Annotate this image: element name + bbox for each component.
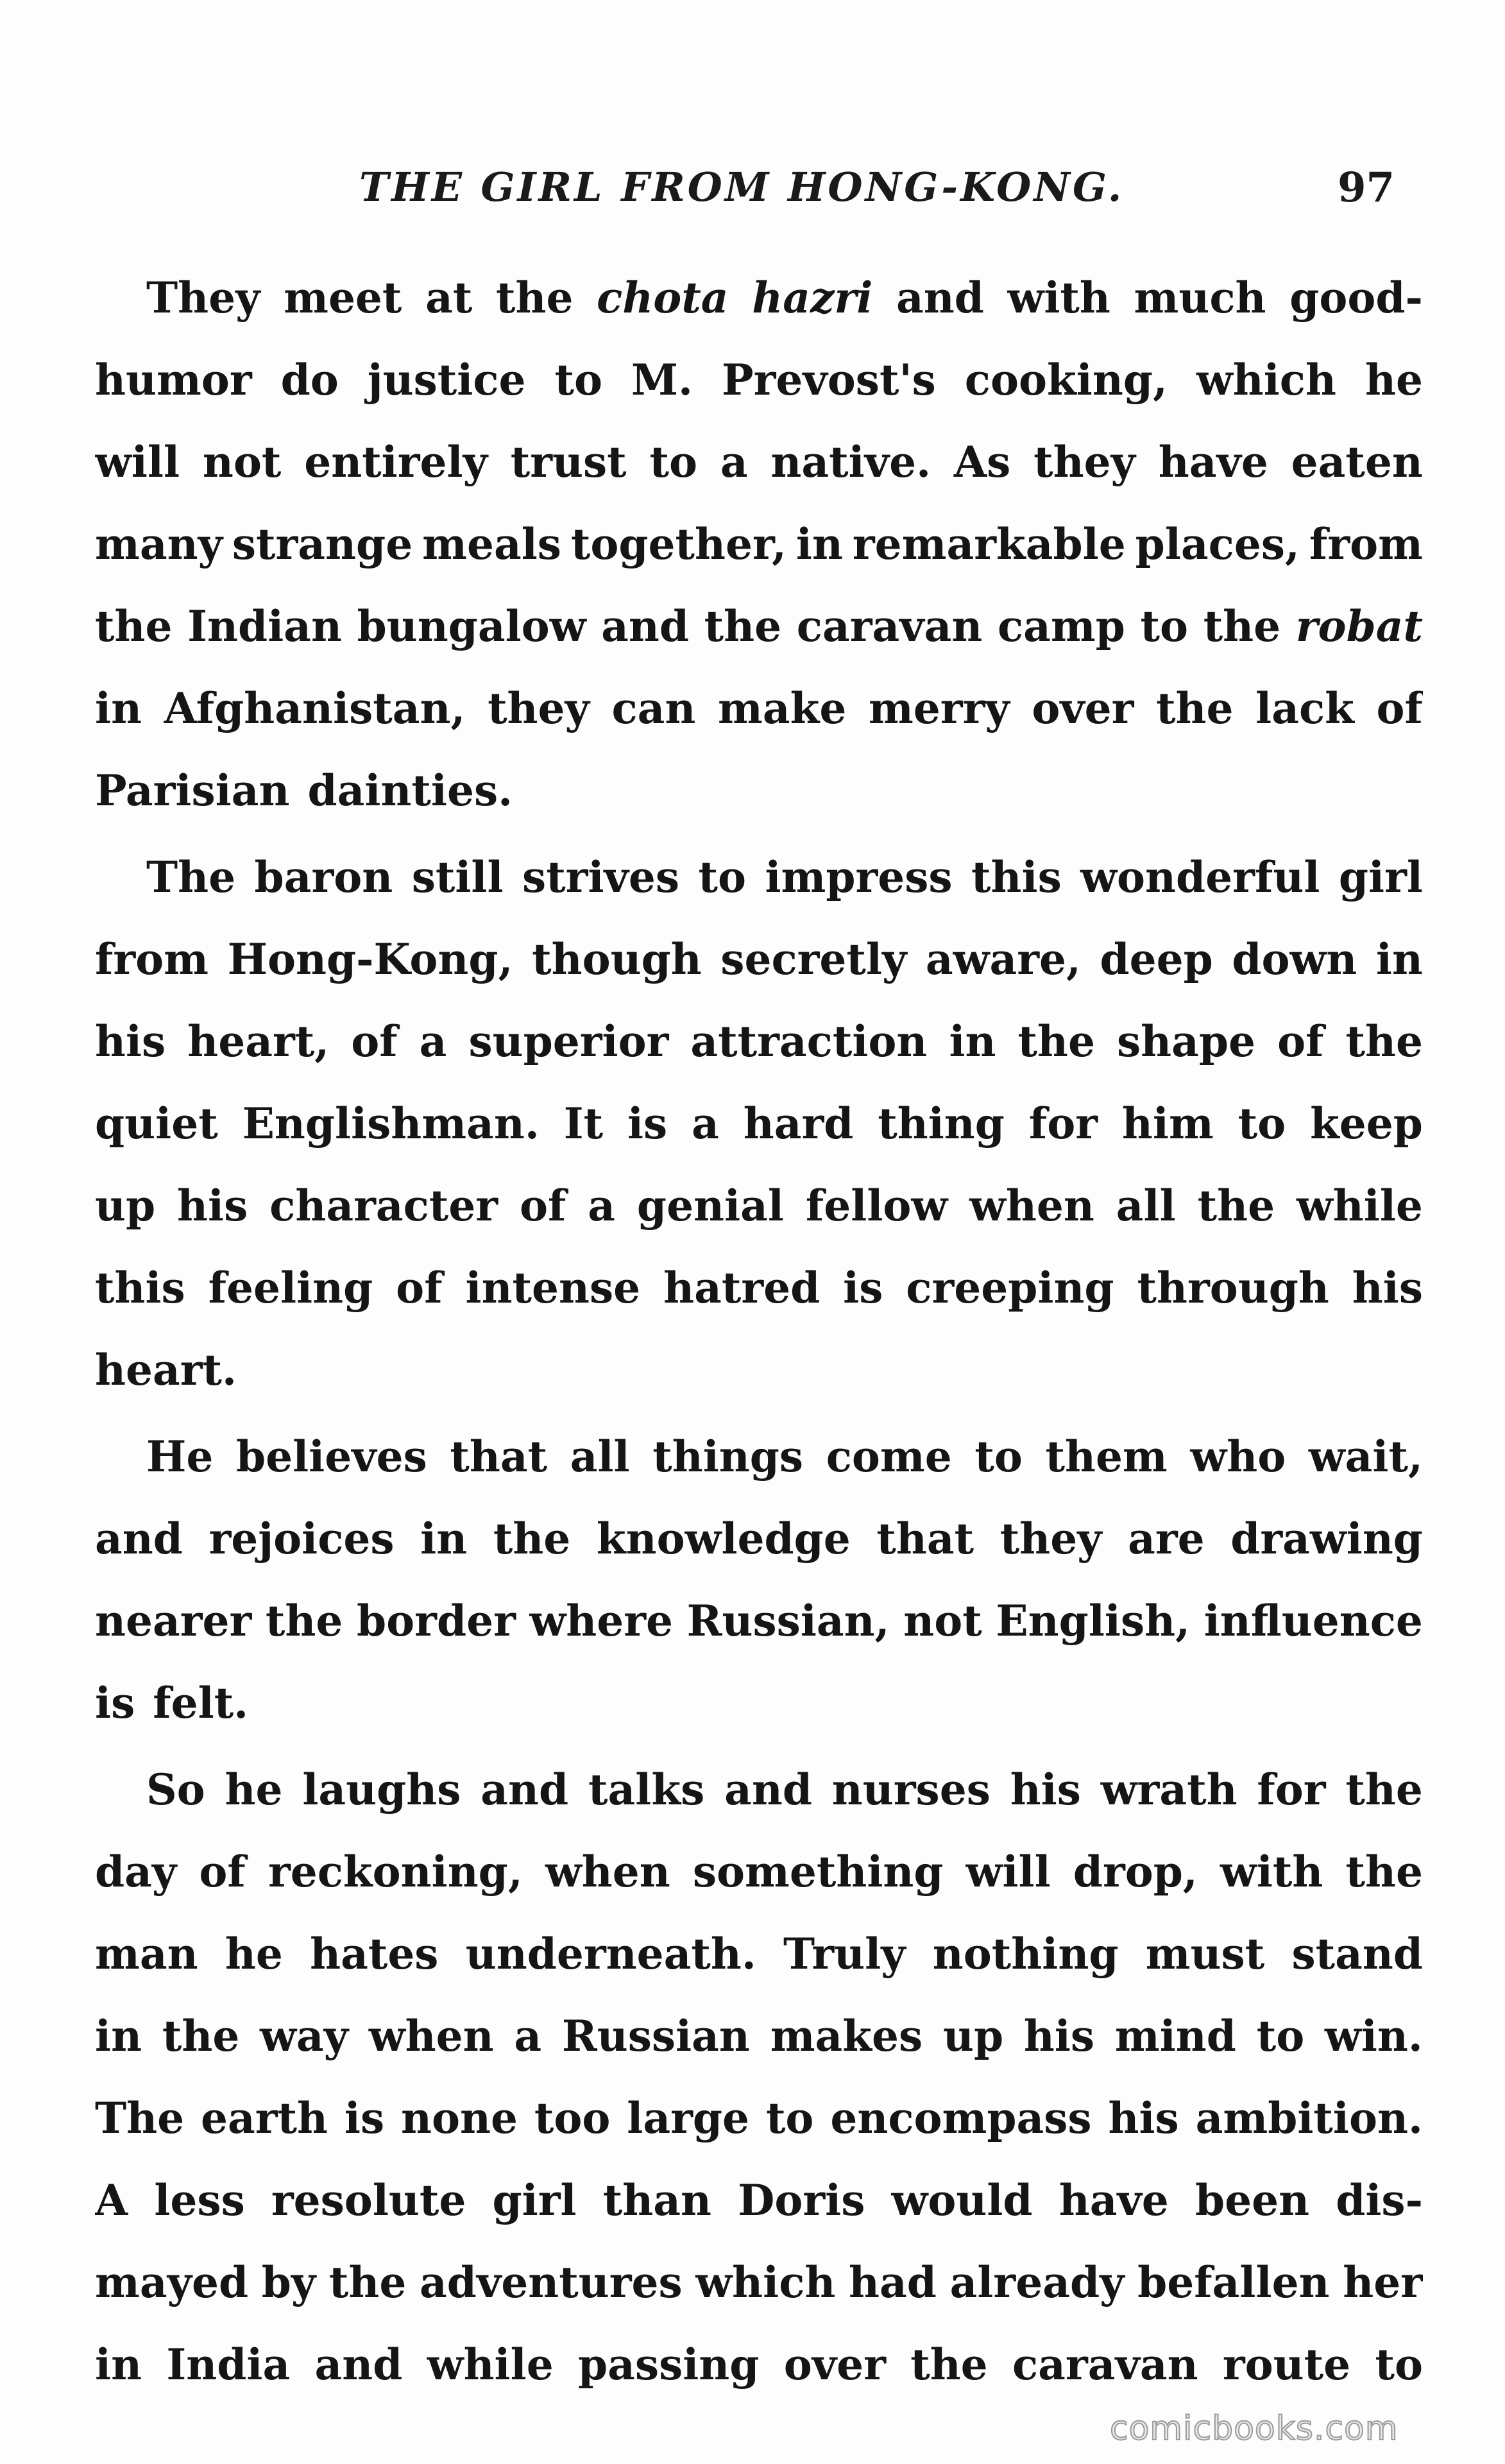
text-line: is felt.: [95, 1678, 249, 1728]
text-line: up his character of a genial fellow when all the while: [95, 1181, 1423, 1231]
text-line: nearer the border where Russian, not English, influence: [95, 1596, 1423, 1646]
paragraph: [95, 1416, 1423, 1744]
page-number: 97: [1338, 164, 1395, 212]
running-title: THE GIRL FROM HONG-KONG.: [359, 164, 1125, 210]
text-line: his heart, of a superior attraction in the shape of the: [95, 1016, 1423, 1066]
text-line: day of reckoning, when something will drop, with the: [95, 1847, 1423, 1897]
text-line: quiet Englishman. It is a hard thing for him to keep: [95, 1099, 1423, 1149]
text-line: The baron still strives to impress this wonderful girl: [146, 852, 1423, 902]
text-line: Parisian dainties.: [95, 766, 513, 816]
text-line: humor do justice to M. Prevost's cooking, which he: [95, 355, 1423, 405]
text-line: A less resolute girl than Doris would have been dis-: [95, 2175, 1423, 2225]
text-line: and rejoices in the knowledge that they are drawing: [95, 1514, 1423, 1564]
text-line: in the way when a Russian makes up his mind to win.: [95, 2011, 1423, 2061]
text-line: man he hates underneath. Truly nothing must stand: [95, 1929, 1423, 1979]
paragraph: [95, 1749, 1423, 2406]
text-line: in Afghanistan, they can make merry over the lack of: [95, 683, 1423, 733]
text-line: many strange meals together, in remarkable places, from: [95, 519, 1423, 569]
paragraph: [95, 257, 1423, 832]
text-line: So he laughs and talks and nurses his wrath for the: [146, 1765, 1423, 1815]
text-line: They meet at the chota hazri and with much good-: [146, 273, 1423, 323]
watermark-logo: comicbooks.com: [1110, 2409, 1399, 2448]
text-line: He believes that all things come to them who wait,: [146, 1432, 1423, 1482]
text-line: in India and while passing over the caravan route to: [95, 2340, 1423, 2390]
text-line: will not entirely trust to a native. As they have eaten: [95, 437, 1423, 487]
body-text: [95, 257, 1423, 2410]
text-line: the Indian bungalow and the caravan camp to the robat: [95, 601, 1423, 651]
paragraph: [95, 836, 1423, 1411]
text-line: this feeling of intense hatred is creeping through his: [95, 1263, 1423, 1313]
text-line: The earth is none too large to encompass his ambition.: [95, 2093, 1423, 2143]
text-line: heart.: [95, 1345, 237, 1395]
text-line: from Hong-Kong, though secretly aware, deep down in: [95, 934, 1423, 984]
text-line: mayed by the adventures which had already befallen her: [95, 2257, 1423, 2307]
